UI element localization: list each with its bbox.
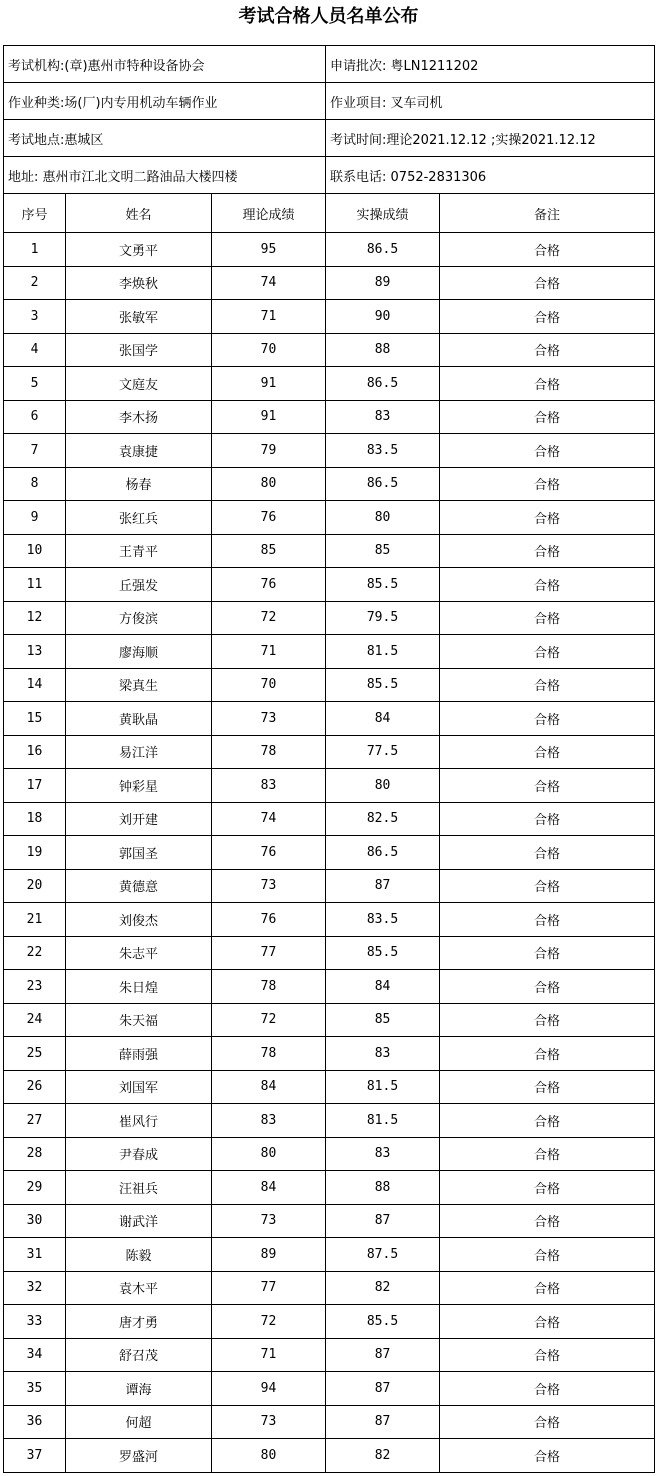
cell-theory-score: 77	[212, 1271, 326, 1305]
cell-theory-score: 73	[212, 869, 326, 903]
cell-theory-score: 76	[212, 568, 326, 602]
cell-name: 王青平	[66, 534, 212, 568]
cell-practical-score: 80	[326, 501, 440, 535]
table-row	[4, 903, 655, 937]
table-row	[4, 1037, 655, 1071]
table-row	[4, 601, 655, 635]
cell-index: 8	[4, 467, 66, 501]
cell-practical-score: 86.5	[326, 367, 440, 401]
cell-practical-score: 85.5	[326, 1305, 440, 1339]
cell-remark: 合格	[440, 1372, 655, 1406]
cell-name: 张红兵	[66, 501, 212, 535]
cell-theory-score: 76	[212, 836, 326, 870]
cell-index: 16	[4, 735, 66, 769]
cell-remark: 合格	[440, 233, 655, 267]
cell-practical-score: 83	[326, 400, 440, 434]
cell-theory-score: 77	[212, 936, 326, 970]
table-row	[4, 1070, 655, 1104]
cell-remark: 合格	[440, 1204, 655, 1238]
cell-index: 32	[4, 1271, 66, 1305]
approval-batch: 申请批次: 粤LN1211202	[326, 46, 655, 83]
cell-theory-score: 71	[212, 635, 326, 669]
cell-name: 薛雨强	[66, 1037, 212, 1071]
cell-name: 陈毅	[66, 1238, 212, 1272]
cell-remark: 合格	[440, 1037, 655, 1071]
table-row	[4, 1238, 655, 1272]
cell-practical-score: 81.5	[326, 1070, 440, 1104]
cell-practical-score: 79.5	[326, 601, 440, 635]
cell-theory-score: 73	[212, 1405, 326, 1439]
cell-theory-score: 74	[212, 802, 326, 836]
cell-remark: 合格	[440, 903, 655, 937]
cell-practical-score: 87	[326, 1338, 440, 1372]
cell-name: 袁木平	[66, 1271, 212, 1305]
cell-index: 22	[4, 936, 66, 970]
cell-index: 24	[4, 1003, 66, 1037]
cell-index: 7	[4, 434, 66, 468]
cell-remark: 合格	[440, 702, 655, 736]
exam-org: 考试机构:(章)惠州市特种设备协会	[4, 46, 326, 83]
cell-theory-score: 95	[212, 233, 326, 267]
cell-name: 朱天福	[66, 1003, 212, 1037]
cell-name: 杨春	[66, 467, 212, 501]
table-row	[4, 668, 655, 702]
cell-name: 廖海顺	[66, 635, 212, 669]
cell-index: 3	[4, 300, 66, 334]
table-row	[4, 869, 655, 903]
cell-name: 刘开建	[66, 802, 212, 836]
table-row	[4, 970, 655, 1004]
table-row	[4, 400, 655, 434]
cell-remark: 合格	[440, 1305, 655, 1339]
cell-name: 刘俊杰	[66, 903, 212, 937]
cell-theory-score: 78	[212, 1037, 326, 1071]
cell-practical-score: 85.5	[326, 668, 440, 702]
cell-practical-score: 77.5	[326, 735, 440, 769]
exam-time: 考试时间:理论2021.12.12 ;实操2021.12.12	[326, 120, 655, 157]
cell-remark: 合格	[440, 1003, 655, 1037]
cell-practical-score: 90	[326, 300, 440, 334]
cell-theory-score: 78	[212, 970, 326, 1004]
cell-name: 舒召茂	[66, 1338, 212, 1372]
cell-remark: 合格	[440, 300, 655, 334]
cell-remark: 合格	[440, 1104, 655, 1138]
cell-index: 20	[4, 869, 66, 903]
header-practical-score: 实操成绩	[326, 194, 440, 233]
cell-name: 唐才勇	[66, 1305, 212, 1339]
table-row	[4, 300, 655, 334]
cell-remark: 合格	[440, 769, 655, 803]
cell-remark: 合格	[440, 869, 655, 903]
table-row	[4, 266, 655, 300]
table-row	[4, 1171, 655, 1205]
cell-practical-score: 81.5	[326, 1104, 440, 1138]
cell-theory-score: 70	[212, 333, 326, 367]
cell-theory-score: 84	[212, 1070, 326, 1104]
table-row	[4, 1204, 655, 1238]
cell-theory-score: 74	[212, 266, 326, 300]
cell-index: 30	[4, 1204, 66, 1238]
cell-remark: 合格	[440, 333, 655, 367]
cell-remark: 合格	[440, 467, 655, 501]
cell-index: 36	[4, 1405, 66, 1439]
cell-practical-score: 84	[326, 702, 440, 736]
table-row	[4, 333, 655, 367]
table-row	[4, 233, 655, 267]
cell-index: 34	[4, 1338, 66, 1372]
cell-index: 10	[4, 534, 66, 568]
cell-theory-score: 79	[212, 434, 326, 468]
cell-index: 26	[4, 1070, 66, 1104]
cell-index: 17	[4, 769, 66, 803]
job-type: 作业种类:场(厂)内专用机动车辆作业	[4, 83, 326, 120]
cell-index: 6	[4, 400, 66, 434]
cell-practical-score: 81.5	[326, 635, 440, 669]
exam-location: 考试地点:惠城区	[4, 120, 326, 157]
cell-remark: 合格	[440, 836, 655, 870]
cell-remark: 合格	[440, 266, 655, 300]
cell-index: 33	[4, 1305, 66, 1339]
cell-practical-score: 83.5	[326, 903, 440, 937]
cell-index: 21	[4, 903, 66, 937]
cell-index: 31	[4, 1238, 66, 1272]
cell-index: 19	[4, 836, 66, 870]
cell-theory-score: 70	[212, 668, 326, 702]
cell-practical-score: 85	[326, 1003, 440, 1037]
cell-theory-score: 72	[212, 1003, 326, 1037]
cell-practical-score: 84	[326, 970, 440, 1004]
cell-remark: 合格	[440, 1439, 655, 1473]
cell-theory-score: 89	[212, 1238, 326, 1272]
cell-practical-score: 85.5	[326, 568, 440, 602]
cell-practical-score: 86.5	[326, 467, 440, 501]
cell-index: 2	[4, 266, 66, 300]
header-theory-score: 理论成绩	[212, 194, 326, 233]
cell-practical-score: 87	[326, 869, 440, 903]
cell-name: 郭国圣	[66, 836, 212, 870]
cell-name: 黄耿晶	[66, 702, 212, 736]
cell-remark: 合格	[440, 1405, 655, 1439]
cell-name: 袁康捷	[66, 434, 212, 468]
cell-theory-score: 80	[212, 467, 326, 501]
cell-name: 易江洋	[66, 735, 212, 769]
cell-practical-score: 82.5	[326, 802, 440, 836]
cell-theory-score: 84	[212, 1171, 326, 1205]
cell-name: 文庭友	[66, 367, 212, 401]
cell-remark: 合格	[440, 802, 655, 836]
table-row	[4, 635, 655, 669]
cell-practical-score: 82	[326, 1271, 440, 1305]
cell-theory-score: 76	[212, 903, 326, 937]
info-row-2	[4, 83, 655, 120]
cell-remark: 合格	[440, 534, 655, 568]
table-row	[4, 1271, 655, 1305]
table-row	[4, 1104, 655, 1138]
cell-index: 5	[4, 367, 66, 401]
page-title: 考试合格人员名单公布	[238, 6, 419, 27]
cell-name: 刘国军	[66, 1070, 212, 1104]
cell-name: 方俊滨	[66, 601, 212, 635]
cell-index: 37	[4, 1439, 66, 1473]
cell-theory-score: 83	[212, 769, 326, 803]
header-name: 姓名	[66, 194, 212, 233]
info-row-1	[4, 46, 655, 83]
table-row	[4, 769, 655, 803]
cell-name: 梁真生	[66, 668, 212, 702]
cell-theory-score: 91	[212, 367, 326, 401]
cell-practical-score: 86.5	[326, 836, 440, 870]
cell-name: 钟彩星	[66, 769, 212, 803]
cell-theory-score: 73	[212, 1204, 326, 1238]
cell-name: 李木扬	[66, 400, 212, 434]
cell-theory-score: 80	[212, 1439, 326, 1473]
cell-index: 35	[4, 1372, 66, 1406]
cell-name: 朱志平	[66, 936, 212, 970]
info-row-4	[4, 157, 655, 194]
cell-theory-score: 72	[212, 1305, 326, 1339]
cell-practical-score: 88	[326, 1171, 440, 1205]
cell-name: 何超	[66, 1405, 212, 1439]
cell-name: 尹春成	[66, 1137, 212, 1171]
address: 地址: 惠州市江北文明二路油品大楼四楼	[4, 157, 326, 194]
table-row	[4, 1405, 655, 1439]
cell-remark: 合格	[440, 367, 655, 401]
cell-index: 29	[4, 1171, 66, 1205]
table-row	[4, 1305, 655, 1339]
table-row	[4, 1372, 655, 1406]
cell-name: 谭海	[66, 1372, 212, 1406]
table-row	[4, 1338, 655, 1372]
cell-remark: 合格	[440, 735, 655, 769]
cell-practical-score: 85.5	[326, 936, 440, 970]
table-row	[4, 434, 655, 468]
cell-theory-score: 78	[212, 735, 326, 769]
cell-remark: 合格	[440, 1137, 655, 1171]
cell-practical-score: 87	[326, 1372, 440, 1406]
cell-index: 23	[4, 970, 66, 1004]
cell-practical-score: 87	[326, 1204, 440, 1238]
cell-name: 朱日煌	[66, 970, 212, 1004]
cell-remark: 合格	[440, 434, 655, 468]
cell-practical-score: 83	[326, 1037, 440, 1071]
job-item: 作业项目: 叉车司机	[326, 83, 655, 120]
cell-index: 4	[4, 333, 66, 367]
table-row	[4, 1137, 655, 1171]
cell-theory-score: 72	[212, 601, 326, 635]
table-row	[4, 702, 655, 736]
cell-name: 张国学	[66, 333, 212, 367]
cell-theory-score: 91	[212, 400, 326, 434]
table-header	[4, 194, 655, 233]
cell-theory-score: 85	[212, 534, 326, 568]
results-table	[3, 45, 655, 1473]
cell-theory-score: 80	[212, 1137, 326, 1171]
cell-name: 黄德意	[66, 869, 212, 903]
cell-name: 丘强发	[66, 568, 212, 602]
cell-name: 罗盛河	[66, 1439, 212, 1473]
cell-remark: 合格	[440, 1171, 655, 1205]
cell-remark: 合格	[440, 568, 655, 602]
cell-index: 9	[4, 501, 66, 535]
cell-remark: 合格	[440, 601, 655, 635]
cell-index: 11	[4, 568, 66, 602]
cell-theory-score: 71	[212, 1338, 326, 1372]
cell-name: 张敏军	[66, 300, 212, 334]
cell-practical-score: 82	[326, 1439, 440, 1473]
cell-practical-score: 86.5	[326, 233, 440, 267]
cell-remark: 合格	[440, 501, 655, 535]
cell-remark: 合格	[440, 1070, 655, 1104]
cell-remark: 合格	[440, 668, 655, 702]
cell-practical-score: 87.5	[326, 1238, 440, 1272]
cell-remark: 合格	[440, 635, 655, 669]
table-row	[4, 501, 655, 535]
cell-index: 18	[4, 802, 66, 836]
info-row-3	[4, 120, 655, 157]
table-row	[4, 836, 655, 870]
table-row	[4, 1003, 655, 1037]
cell-remark: 合格	[440, 400, 655, 434]
cell-remark: 合格	[440, 970, 655, 1004]
cell-theory-score: 73	[212, 702, 326, 736]
cell-index: 12	[4, 601, 66, 635]
cell-name: 汪祖兵	[66, 1171, 212, 1205]
cell-remark: 合格	[440, 936, 655, 970]
cell-theory-score: 83	[212, 1104, 326, 1138]
cell-name: 李焕秋	[66, 266, 212, 300]
cell-name: 崔风行	[66, 1104, 212, 1138]
header-index: 序号	[4, 194, 66, 233]
table-row	[4, 802, 655, 836]
contact-phone: 联系电话: 0752-2831306	[326, 157, 655, 194]
table-row	[4, 367, 655, 401]
table-row	[4, 735, 655, 769]
cell-theory-score: 76	[212, 501, 326, 535]
cell-remark: 合格	[440, 1238, 655, 1272]
cell-practical-score: 83.5	[326, 434, 440, 468]
table-row	[4, 568, 655, 602]
cell-practical-score: 89	[326, 266, 440, 300]
header-remark: 备注	[440, 194, 655, 233]
table-row	[4, 467, 655, 501]
table-row	[4, 1439, 655, 1473]
cell-index: 14	[4, 668, 66, 702]
cell-practical-score: 87	[326, 1405, 440, 1439]
cell-index: 27	[4, 1104, 66, 1138]
cell-index: 25	[4, 1037, 66, 1071]
cell-practical-score: 85	[326, 534, 440, 568]
cell-name: 文勇平	[66, 233, 212, 267]
table-row	[4, 534, 655, 568]
table-row	[4, 936, 655, 970]
cell-remark: 合格	[440, 1271, 655, 1305]
cell-index: 13	[4, 635, 66, 669]
cell-theory-score: 94	[212, 1372, 326, 1406]
cell-practical-score: 88	[326, 333, 440, 367]
cell-practical-score: 80	[326, 769, 440, 803]
cell-remark: 合格	[440, 1338, 655, 1372]
cell-name: 谢武洋	[66, 1204, 212, 1238]
cell-practical-score: 83	[326, 1137, 440, 1171]
cell-index: 28	[4, 1137, 66, 1171]
cell-index: 1	[4, 233, 66, 267]
cell-theory-score: 71	[212, 300, 326, 334]
cell-index: 15	[4, 702, 66, 736]
